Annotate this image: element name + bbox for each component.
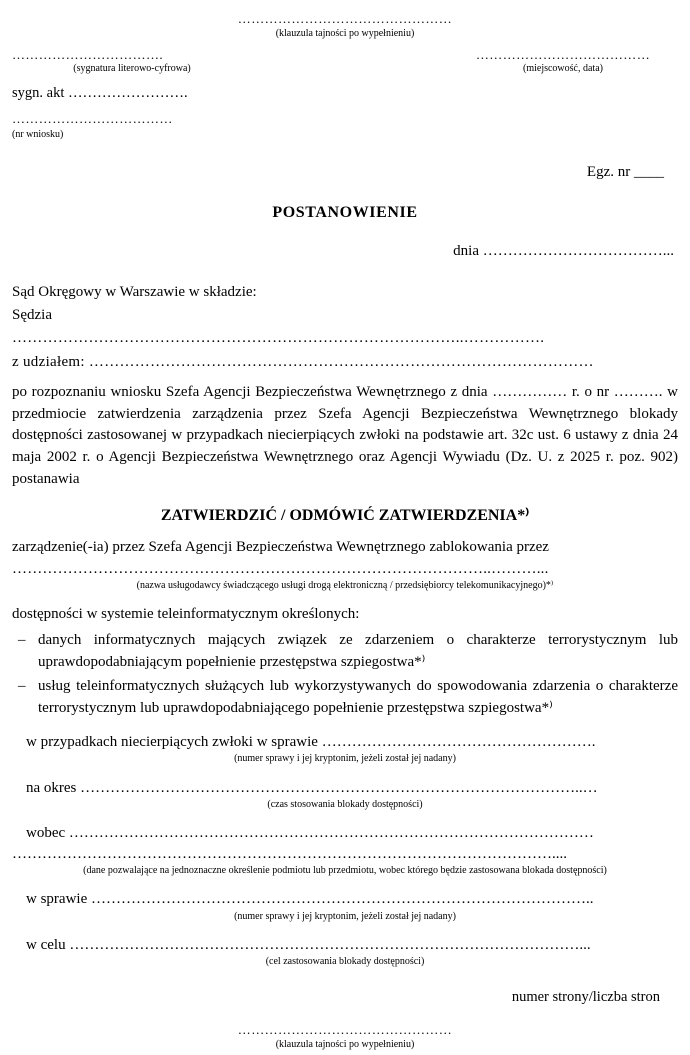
list-item-label: usług teleinformatycznych służących lub wykorzystywanych do spowodowania zdarzenia o charakterze terrorystycznym lub uprawdopodabniającego popełnienie przestępstwa szpiegostwa*⁾: [38, 678, 678, 717]
provider-caption: (nazwa usługodawcy świadczącego usługi drogą elektroniczną / przedsiębiorcy telekomunikacyjnego)*⁾: [136, 580, 554, 592]
purpose-block: [12, 935, 678, 969]
court-composition-block: [12, 282, 678, 372]
judge-dots: ……………………………………………………………………………..…………….: [12, 330, 545, 347]
purpose-caption: (cel zastosowania blokady dostępności): [265, 956, 425, 968]
top-secrecy-dots: …………………………………………: [237, 11, 453, 26]
participation-line: z udziałem: ………………………………………………………………………………………: [12, 353, 594, 370]
judge-label: Sędzia: [12, 307, 52, 324]
provider-dots: …………………………………………………………………………………..………...: [12, 560, 549, 577]
page-number-note: numer strony/liczba stron: [511, 989, 660, 1006]
bottom-secrecy-caption: (klauzula tajności po wypełnieniu): [275, 1039, 415, 1050]
period-line: na okres ………………………………………………………………………………………..…: [26, 779, 598, 796]
paragraph-request: po rozpoznaniu wniosku Szefa Agencji Bezpieczeństwa Wewnętrznego z dnia …………… r. o nr ………. w przedmiocie zatwierdzenia zarządzenia przez Szefa Agencji Bezpieczeństwa Wewnętrznego blokady dostępności zastosowanej w przypadkach niecierpiących zwłoki na podstawie art. 32c ust. 6 ustawy z dnia 24 maja 2002 r. o Agencji Bezpieczeństwa Wewnętrznego oraz Agencji Wywiadu (Dz. U. z 2025 r. poz. 902) postanawia: [12, 383, 678, 487]
copy-number-field: Egz. nr ____: [586, 163, 664, 180]
list-item-label: danych informatycznych mających związek ze zdarzeniem o charakterze terrorystycznym lub uprawdopodabniającym popełnienie przestępstwa szpiegostwa*⁾: [38, 631, 678, 670]
top-secrecy-caption: (klauzula tajności po wypełnieniu): [275, 27, 415, 39]
target-line-2: ………………………………………………………………………………………………....: [12, 845, 567, 862]
urgent-case-block: [12, 732, 678, 766]
list-item: [12, 630, 678, 674]
application-number-caption: (nr wniosku): [12, 129, 64, 141]
target-block: [12, 823, 678, 877]
target-caption: (dane pozwalające na jednoznaczne określenie podmiotu lub przedmiotu, wobec którego będzie zastosowana blokada dostępności): [83, 864, 607, 876]
period-block: [12, 778, 678, 812]
case-signature-field: sygn. akt …………………….: [12, 85, 188, 102]
target-line: wobec ……………………………………………………………………………………………: [26, 825, 594, 842]
scope-list: [12, 630, 678, 720]
bottom-secrecy-clause: [0, 1021, 690, 1051]
bottom-secrecy-dots: …………………………………………: [237, 1022, 453, 1038]
court-line: Sąd Okręgowy w Warszawie w składzie:: [12, 283, 257, 300]
application-number-dots: ………………………………: [12, 110, 173, 126]
signature-dots: …………………………….: [12, 46, 164, 62]
dash-icon: –: [18, 631, 26, 648]
case-block: [12, 889, 678, 923]
urgent-case-caption: (numer sprawy i jej kryptonim, jeżeli został jej nadany): [234, 753, 456, 765]
place-date-caption: (miejscowość, data): [523, 63, 603, 75]
case-line: w sprawie ………………………………………………………………………………………..: [26, 891, 594, 908]
urgent-case-line: w przypadkach niecierpiących zwłoki w sprawie ……………………………………………….: [26, 733, 596, 750]
period-caption: (czas stosowania blokady dostępności): [267, 798, 423, 810]
place-date-dots: …………………………………: [475, 46, 651, 62]
list-item: [12, 676, 678, 720]
purpose-line: w celu …………………………………………………………………………………………...: [26, 937, 591, 954]
case-caption: (numer sprawy i jej kryptonim, jeżeli został jej nadany): [234, 910, 456, 922]
header-row: [12, 46, 678, 142]
header-left-block: [12, 46, 252, 142]
paragraph-order: zarządzenie(-ia) przez Szefa Agencji Bezpieczeństwa Wewnętrznego zablokowania przez: [12, 539, 549, 556]
top-secrecy-clause: [215, 10, 475, 40]
availability-line: dostępności w systemie teleinformatycznym określonych:: [12, 605, 360, 622]
signature-caption: (sygnatura literowo-cyfrowa): [73, 63, 191, 75]
date-field: dnia ………………………………...: [453, 242, 674, 259]
dash-icon: –: [18, 678, 26, 695]
document-title: POSTANOWIENIE: [272, 203, 418, 221]
decision-heading: ZATWIERDZIĆ / ODMÓWIĆ ZATWIERDZENIA*⁾: [160, 506, 530, 524]
header-right-block: [448, 46, 678, 76]
